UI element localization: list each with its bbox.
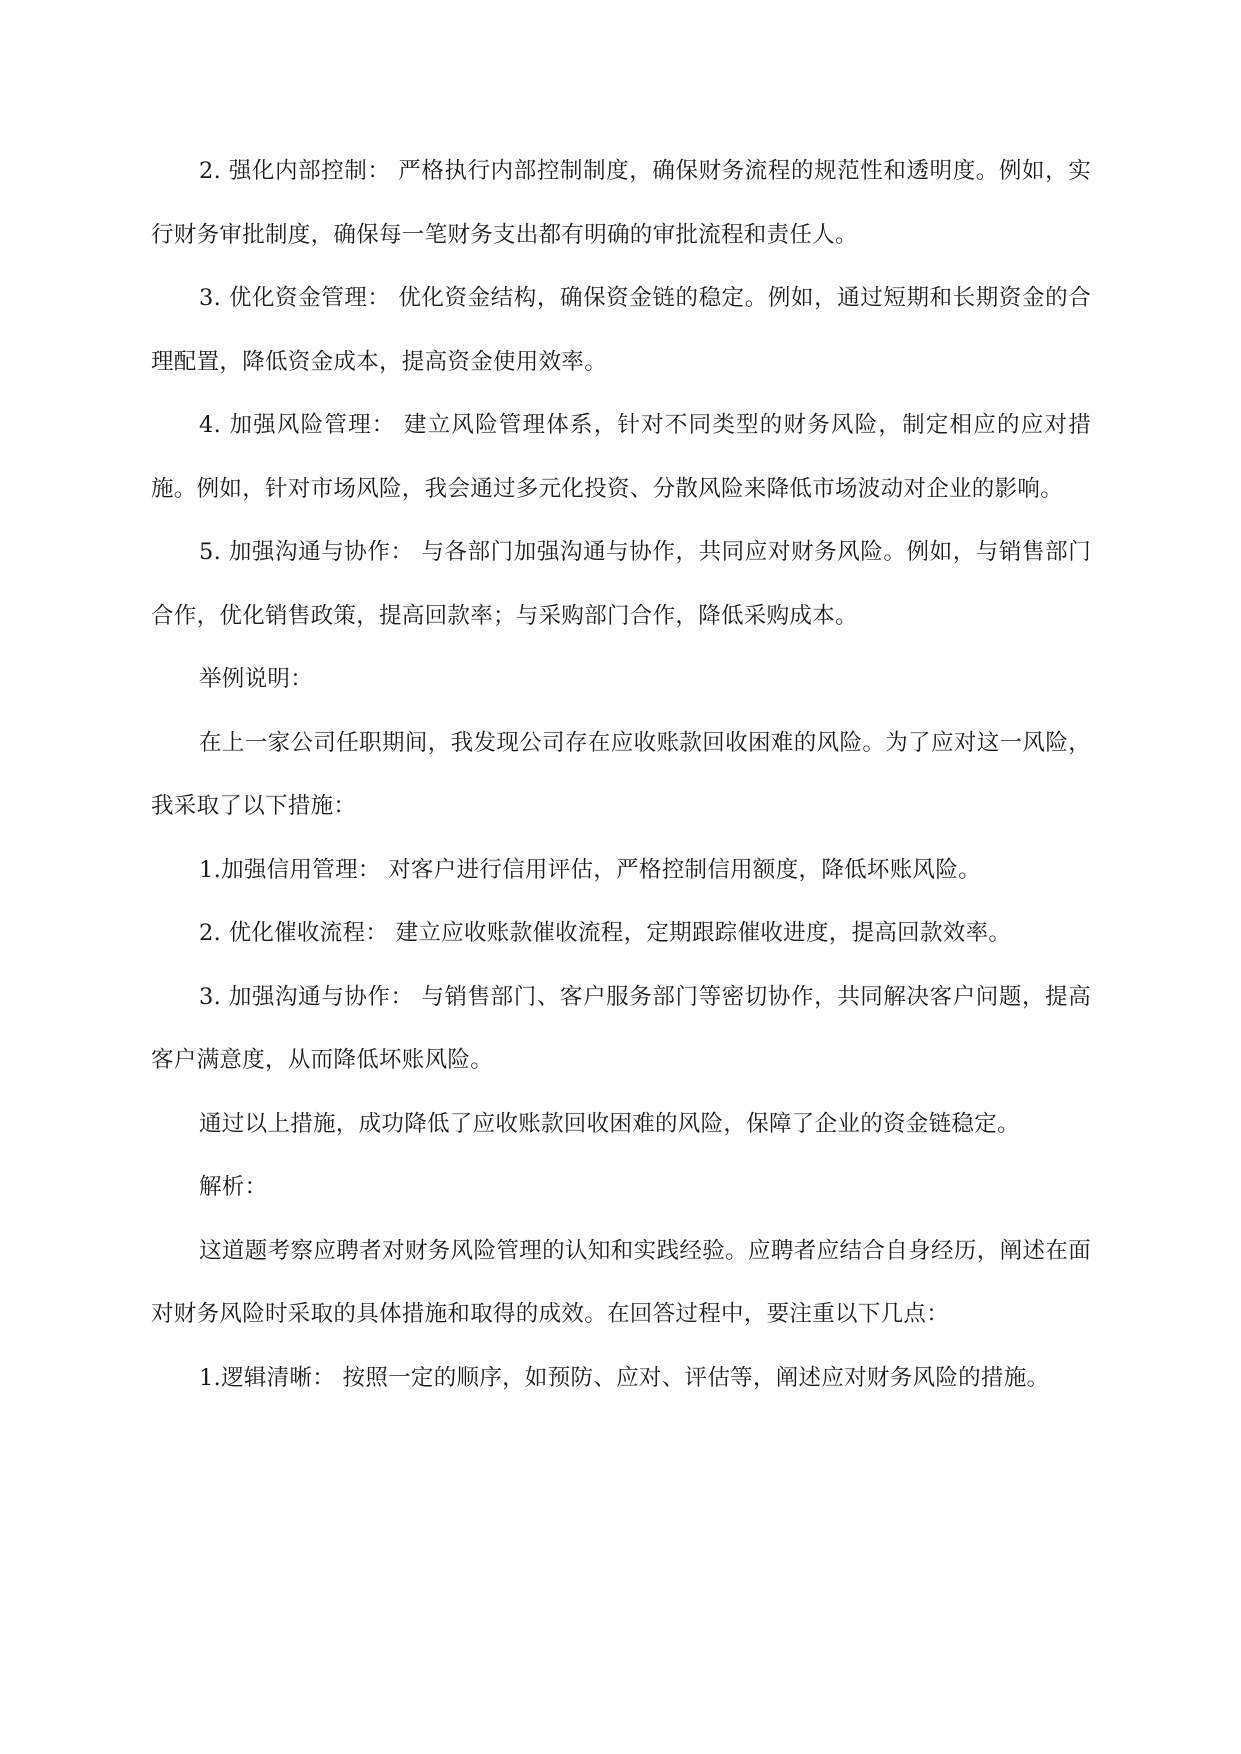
paragraph-example-result: 通过以上措施，成功降低了应收账款回收困难的风险，保障了企业的资金链稳定。 (199, 1110, 1020, 1137)
paragraph-cross-department-collaboration: 3. 加强沟通与协作： 与销售部门、客户服务部门等密切协作，共同解决客户问题，提高客户满意度，从而降低坏账风险。 (151, 983, 1091, 1073)
paragraph-analysis-body: 这道题考察应聘者对财务风险管理的认知和实践经验。应聘者应结合自身经历，阐述在面对财务风险时采取的具体措施和取得的成效。在回答过程中，要注重以下几点： (151, 1237, 1091, 1327)
paragraph-strengthen-risk-management: 4. 加强风险管理： 建立风险管理体系，针对不同类型的财务风险，制定相应的应对措施。例如，针对市场风险，我会通过多元化投资、分散风险来降低市场波动对企业的影响。 (151, 412, 1091, 502)
paragraph-logic-clear: 1.逻辑清晰： 按照一定的顺序，如预防、应对、评估等，阐述应对财务风险的措施。 (199, 1364, 1050, 1391)
paragraph-strengthen-internal-control: 2. 强化内部控制： 严格执行内部控制制度，确保财务流程的规范性和透明度。例如，实行财务审批制度，确保每一笔财务支出都有明确的审批流程和责任人。 (151, 158, 1091, 248)
paragraph-optimize-fund-management: 3. 优化资金管理： 优化资金结构，确保资金链的稳定。例如，通过短期和长期资金的合理配置，降低资金成本，提高资金使用效率。 (151, 285, 1091, 375)
paragraph-credit-management: 1.加强信用管理： 对客户进行信用评估，严格控制信用额度，降低坏账风险。 (199, 856, 981, 883)
paragraph-example-heading: 举例说明： (199, 666, 314, 692)
document-body (151, 140, 1091, 1410)
paragraph-collection-process: 2. 优化催收流程： 建立应收账款催收流程，定期跟踪催收进度，提高回款效率。 (199, 920, 1012, 946)
paragraph-analysis-heading: 解析： (199, 1174, 268, 1200)
paragraph-strengthen-communication: 5. 加强沟通与协作： 与各部门加强沟通与协作，共同应对财务风险。例如，与销售部门合作，优化销售政策，提高回款率；与采购部门合作，降低采购成本。 (151, 539, 1091, 629)
paragraph-example-intro: 在上一家公司任职期间，我发现公司存在应收账款回收困难的风险。为了应对这一风险，我采取了以下措施： (151, 729, 1091, 819)
